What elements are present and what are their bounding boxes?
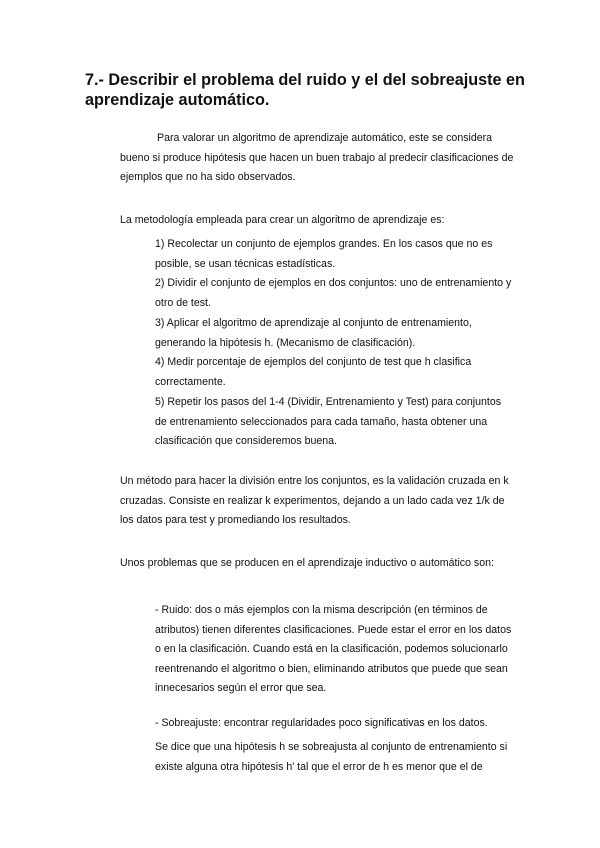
list-item: 2) Dividir el conjunto de ejemplos en dos conjuntos: uno de entrenamiento y otro de test. [155,277,512,309]
intro-paragraph: Para valorar un algoritmo de aprendizaje automático, este se considera bueno si produce hipótesis que hacen un buen trabajo al predecir clasificaciones de ejemplos que no ha sido observados. [120,132,514,183]
kfold-paragraph: Un método para hacer la división entre los conjuntos, es la validación cruzada en k cruzadas. Consiste en realizar k experimentos, dejando a un lado cada vez 1/k de los datos para test y promediando los resultados. [120,475,509,526]
list-item: 4) Medir porcentaje de ejemplos del conjunto de test que h clasifica correctamente. [155,356,472,388]
noise-paragraph: - Ruido: dos o más ejemplos con la misma descripción (en términos de atributos) tienen diferentes clasificaciones. Puede estar el error en los datos o en la clasificación. Cuando está en la clasificación, podemos solucionarlo reentrenando el algoritmo o bien, eliminando atributos que puede que sean innecesarios según el error que sea. [155,604,512,694]
overfitting-definition: - Sobreajuste: encontrar regularidades poco significativas en los datos. [155,717,488,729]
page-title: 7.- Describir el problema del ruido y el del sobreajuste en aprendizaje automático. [85,71,525,109]
overfitting-continuation: Se dice que una hipótesis h se sobreajusta al conjunto de entrenamiento si existe alguna otra hipótesis h' tal que el error de h es menor que el de [155,741,508,773]
list-item: 5) Repetir los pasos del 1-4 (Dividir, Entrenamiento y Test) para conjuntos de entrenamiento seleccionados para cada tamaño, hasta obtener una clasificación que consideremos buena. [155,396,502,447]
problems-heading: Unos problemas que se producen en el aprendizaje inductivo o automático son: [120,557,494,569]
list-item: 3) Aplicar el algoritmo de aprendizaje al conjunto de entrenamiento, generando la hipótesis h. (Mecanismo de clasificación). [155,317,472,349]
list-item: 1) Recolectar un conjunto de ejemplos grandes. En los casos que no es posible, se usan técnicas estadísticas. [155,238,493,270]
methodology-heading: La metodología empleada para crear un algoritmo de aprendizaje es: [120,214,445,226]
